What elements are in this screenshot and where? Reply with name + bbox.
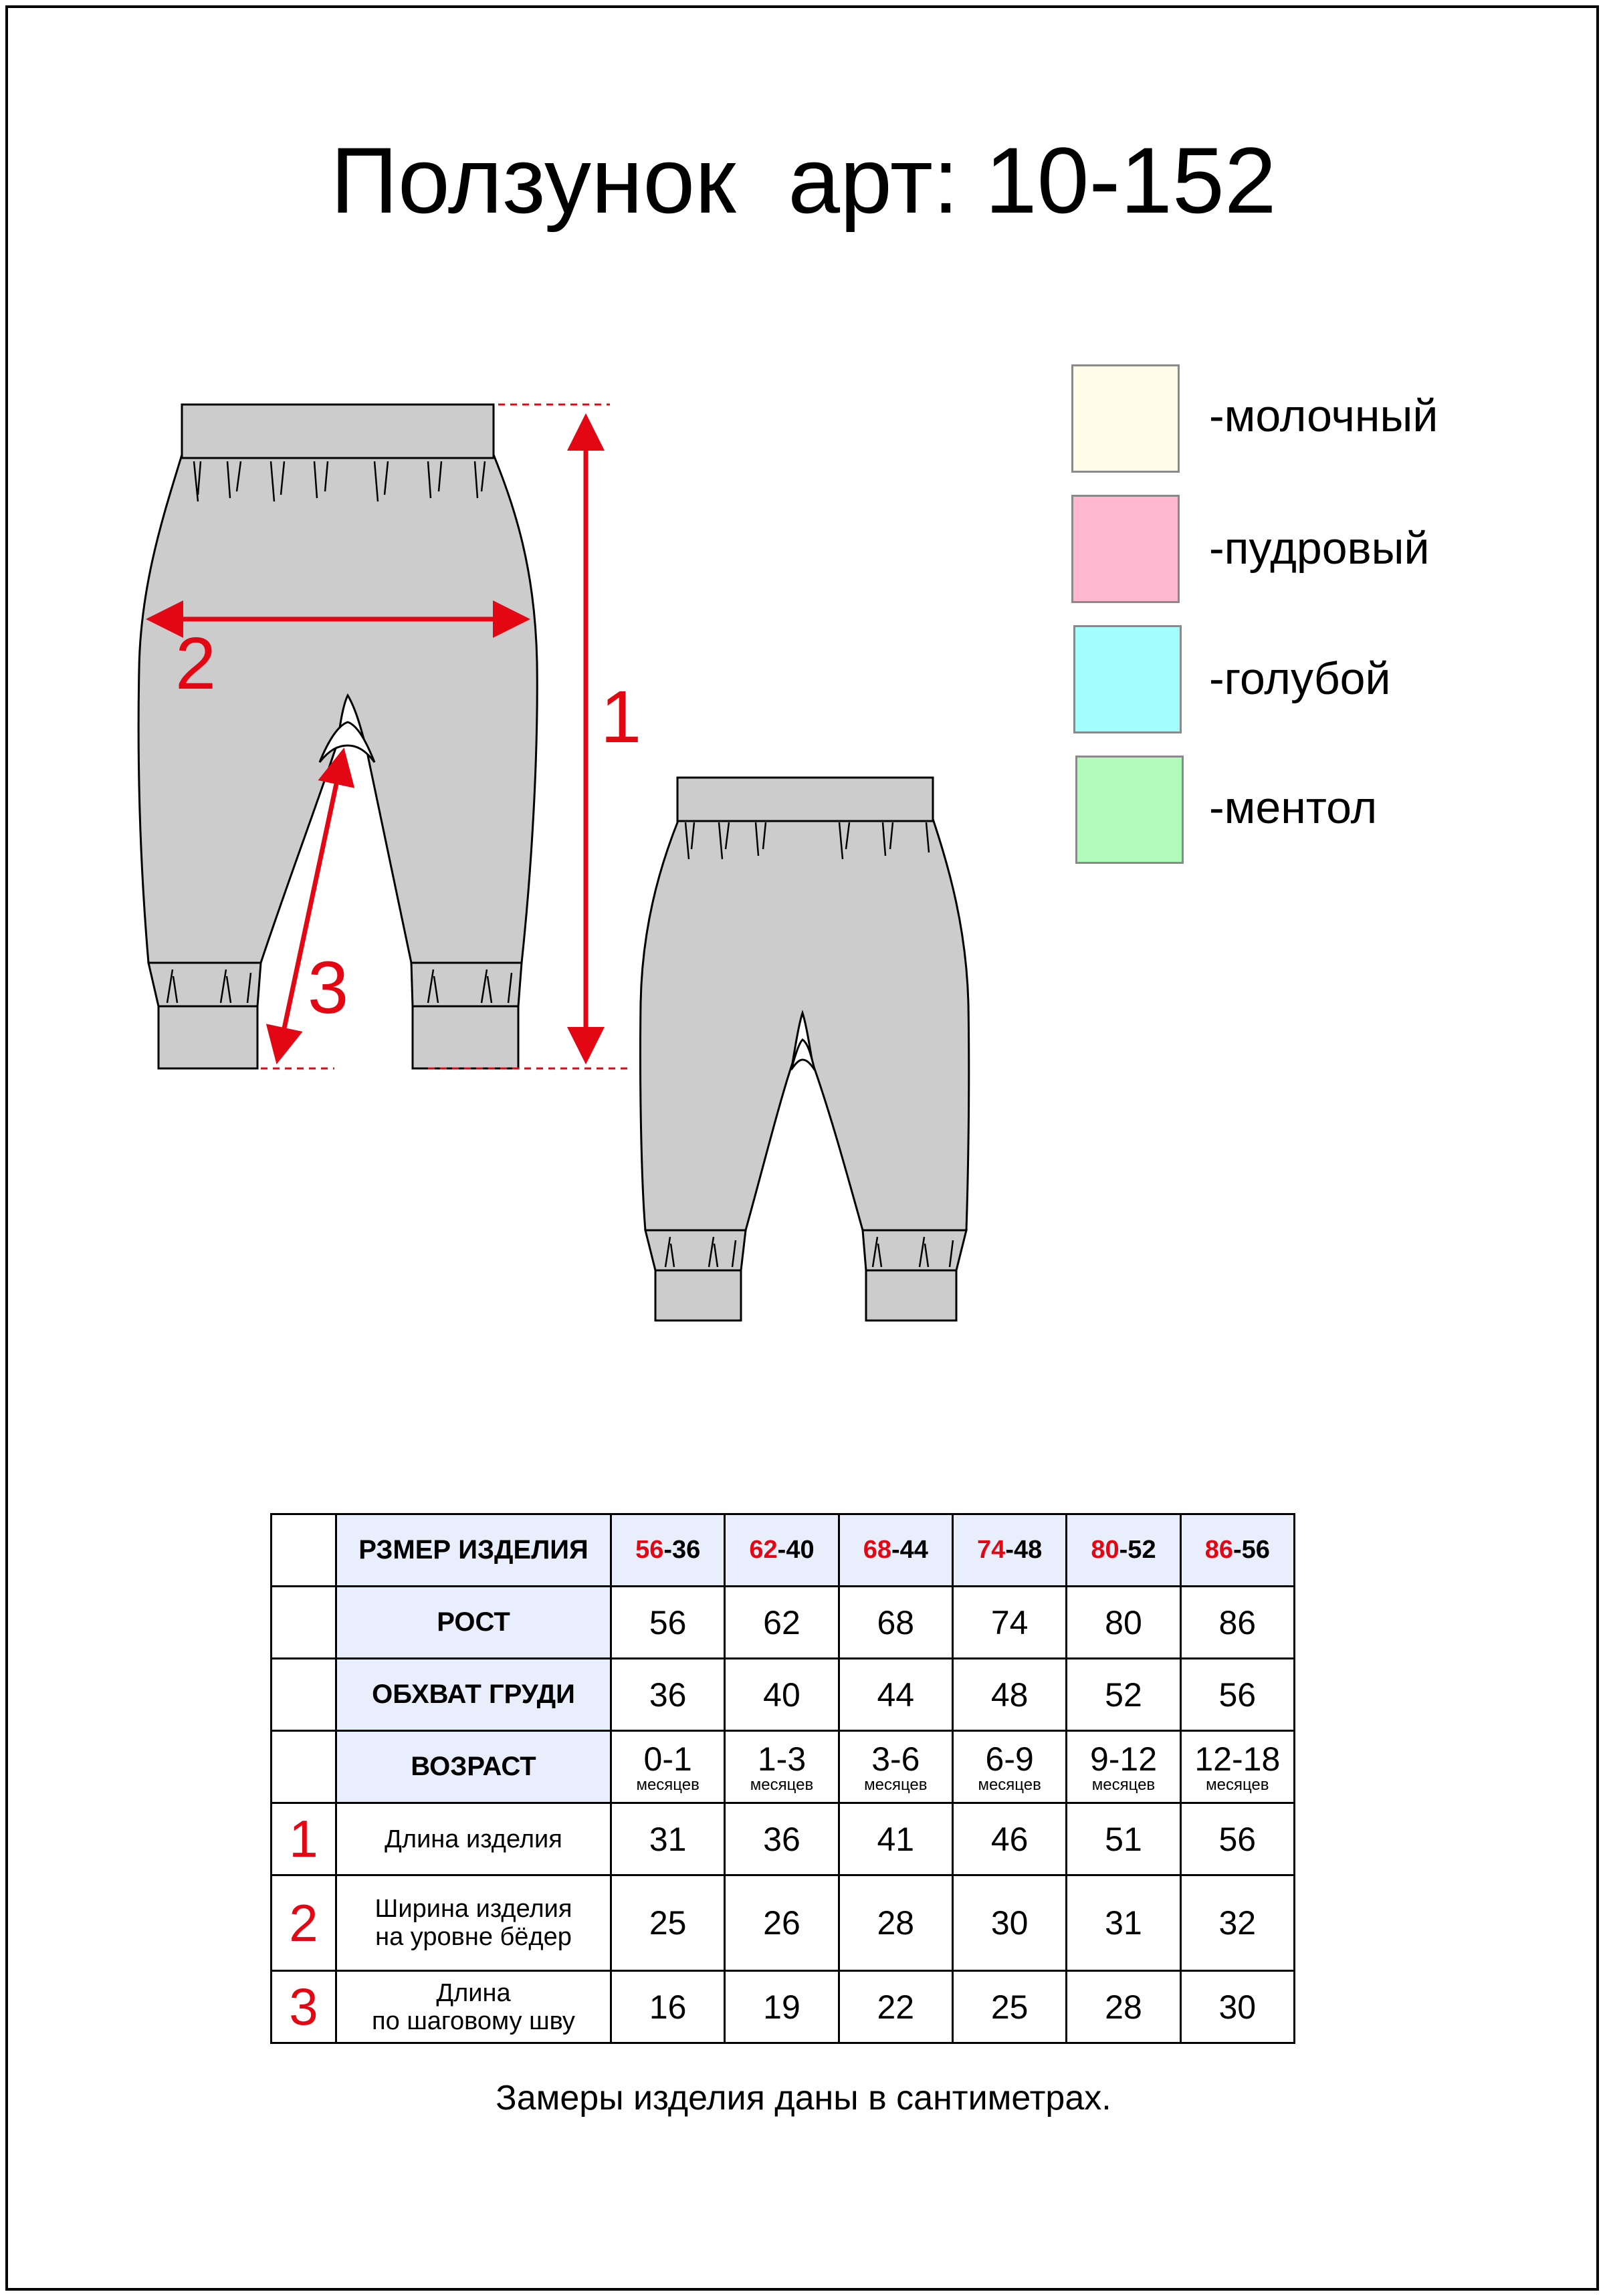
table-cell: 31	[1067, 1875, 1180, 1971]
age-unit: месяцев	[750, 1775, 814, 1794]
table-cell	[272, 1731, 336, 1803]
table-cell: 40	[725, 1659, 839, 1731]
age-cell	[952, 1731, 1066, 1803]
size-black: -52	[1119, 1536, 1156, 1564]
table-cell: 19	[725, 1971, 839, 2043]
age-unit: месяцев	[636, 1775, 700, 1794]
back-right-cuff	[866, 1270, 956, 1321]
table-cell: 30	[952, 1875, 1066, 1971]
table-cell: 51	[1067, 1803, 1180, 1875]
swatch-milky	[1071, 364, 1180, 473]
color-label-powder: -пудровый	[1209, 523, 1430, 574]
table-cell: 62	[725, 1587, 839, 1659]
table-cell	[272, 1587, 336, 1659]
table-cell: 44	[839, 1659, 952, 1731]
row-label-line: Ширина изделия	[374, 1895, 572, 1923]
table-cell: 25	[611, 1875, 725, 1971]
age-value: 12-18	[1194, 1740, 1281, 1778]
age-value: 1-3	[757, 1740, 807, 1778]
table-cell: 41	[839, 1803, 952, 1875]
size-col	[952, 1514, 1066, 1587]
row-label-line: Длина изделия	[385, 1825, 562, 1853]
age-value: 0-1	[643, 1740, 692, 1778]
size-red: 74	[977, 1536, 1006, 1564]
size-black: -56	[1233, 1536, 1270, 1564]
size-black: -48	[1005, 1536, 1043, 1564]
row-label-width	[336, 1875, 611, 1971]
age-cell	[611, 1731, 725, 1803]
size-col	[725, 1514, 839, 1587]
measure-label-2: 2	[175, 622, 217, 705]
front-right-cuff	[413, 1006, 518, 1068]
back-left-cuff	[655, 1270, 741, 1321]
size-red: 62	[749, 1536, 778, 1564]
color-label-blue: -голубой	[1209, 653, 1391, 704]
age-cell	[725, 1731, 839, 1803]
front-left-cuff	[158, 1006, 257, 1068]
table-cell: 68	[839, 1587, 952, 1659]
row-number-2: 2	[272, 1875, 336, 1971]
table-row-width	[272, 1875, 1295, 1971]
table-cell: 56	[1180, 1803, 1294, 1875]
color-label-mint: -ментол	[1209, 782, 1378, 833]
table-row-inseam	[272, 1971, 1295, 2043]
table-cell: 30	[1180, 1971, 1294, 2043]
age-cell	[839, 1731, 952, 1803]
table-cell: 74	[952, 1587, 1066, 1659]
size-col	[1067, 1514, 1180, 1587]
back-left-cuff-gather	[645, 1230, 746, 1270]
table-cell: 32	[1180, 1875, 1294, 1971]
measure-label-3: 3	[308, 947, 349, 1029]
table-row-height	[272, 1587, 1295, 1659]
color-label-milky: -молочный	[1209, 390, 1438, 441]
measure-label-1: 1	[601, 676, 642, 758]
row-label-line: по шаговому шву	[372, 2006, 575, 2035]
swatch-powder	[1071, 495, 1180, 603]
row-label-inseam	[336, 1971, 611, 2043]
table-row-size	[272, 1514, 1295, 1587]
size-red: 68	[863, 1536, 891, 1564]
age-unit: месяцев	[1091, 1775, 1156, 1794]
chest-header: ОБХВАТ ГРУДИ	[336, 1659, 611, 1731]
table-cell: 25	[952, 1971, 1066, 2043]
measurement-note: Замеры изделия даны в сантиметрах.	[496, 2079, 1111, 2117]
swatch-mint	[1075, 756, 1184, 864]
row-number-1: 1	[272, 1803, 336, 1875]
size-red: 80	[1091, 1536, 1119, 1564]
back-pants-drawing	[640, 778, 968, 1321]
size-col	[1180, 1514, 1294, 1587]
size-black: -36	[663, 1536, 701, 1564]
size-black: -40	[777, 1536, 815, 1564]
row-label-length	[336, 1803, 611, 1875]
size-red: 86	[1204, 1536, 1233, 1564]
row-number-3: 3	[272, 1971, 336, 2043]
table-row-age	[272, 1731, 1295, 1803]
age-cell	[1067, 1731, 1180, 1803]
age-cell	[1180, 1731, 1294, 1803]
table-cell: 56	[1180, 1659, 1294, 1731]
page-title: Ползунок арт: 10-152	[330, 128, 1277, 233]
size-table	[270, 1513, 1295, 2044]
size-col	[611, 1514, 725, 1587]
table-cell: 86	[1180, 1587, 1294, 1659]
size-col	[839, 1514, 952, 1587]
size-red: 56	[635, 1536, 664, 1564]
back-pants-body	[640, 819, 968, 1230]
age-value: 6-9	[985, 1740, 1034, 1778]
front-left-cuff-gather	[148, 963, 261, 1006]
row-label-line: Длина	[436, 1978, 511, 2007]
table-cell: 36	[725, 1803, 839, 1875]
size-header: РЗМЕР ИЗДЕЛИЯ	[336, 1514, 611, 1587]
table-cell	[272, 1659, 336, 1731]
table-cell: 36	[611, 1659, 725, 1731]
age-header: ВОЗРАСТ	[336, 1731, 611, 1803]
table-cell: 48	[952, 1659, 1066, 1731]
table-cell: 80	[1067, 1587, 1180, 1659]
table-cell: 28	[1067, 1971, 1180, 2043]
age-value: 3-6	[871, 1740, 920, 1778]
age-unit: месяцев	[864, 1775, 928, 1794]
table-cell	[272, 1514, 336, 1587]
size-black: -44	[891, 1536, 928, 1564]
back-waistband	[677, 778, 933, 821]
swatch-blue	[1073, 625, 1182, 733]
front-pants-body	[138, 455, 537, 963]
table-row-length	[272, 1803, 1295, 1875]
table-cell: 28	[839, 1875, 952, 1971]
table-cell: 26	[725, 1875, 839, 1971]
front-waistband	[182, 405, 494, 458]
table-row-chest	[272, 1659, 1295, 1731]
table-cell: 22	[839, 1971, 952, 2043]
table-cell: 46	[952, 1803, 1066, 1875]
table-cell: 16	[611, 1971, 725, 2043]
height-header: РОСТ	[336, 1587, 611, 1659]
table-cell: 52	[1067, 1659, 1180, 1731]
table-cell: 56	[611, 1587, 725, 1659]
row-label-line: на уровне бёдер	[375, 1923, 572, 1951]
table-cell: 31	[611, 1803, 725, 1875]
age-unit: месяцев	[978, 1775, 1041, 1794]
age-value: 9-12	[1089, 1740, 1158, 1778]
age-unit: месяцев	[1206, 1775, 1269, 1794]
